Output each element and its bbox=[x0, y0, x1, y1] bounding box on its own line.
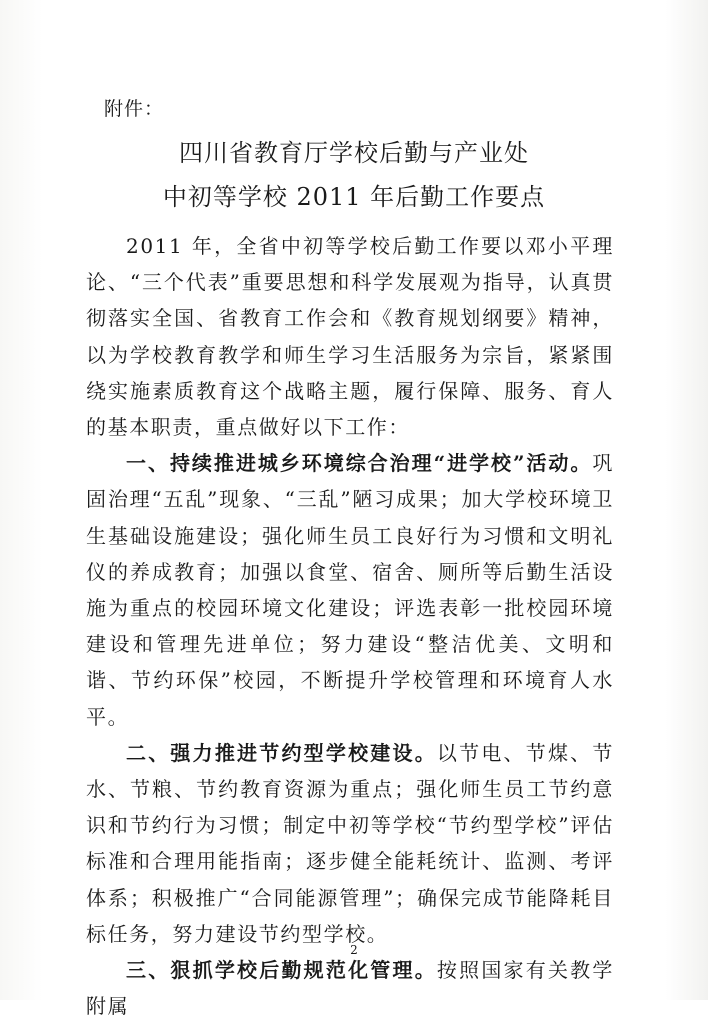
page-number: 2 bbox=[350, 943, 358, 957]
section-heading-1: 一、持续推进城乡环境综合治理“进学校”活动。 bbox=[126, 451, 593, 476]
document-title-line1: 四川省教育厅学校后勤与产业处 bbox=[179, 139, 529, 167]
intro-paragraph: 2011 年，全省中初等学校后勤工作要以邓小平理论、“三个代表”重要思想和科学发展观为指导，认真贯彻落实全国、省教育工作会和《教育规划纲要》精神，以为学校教育教学和师生学习生活服务为宗旨，紧紧围绕实施素质教育这个战略主题，履行保障、服务、育人的基本职责，重点做好以下工作： bbox=[86, 234, 614, 440]
section-heading-2: 二、强力推进节约型学校建设。 bbox=[126, 740, 437, 765]
section-text-2: 以节电、节煤、节水、节粮、节约教育资源为重点；强化师生员工节约意识和节约行为习惯；制定中初等学校“节约型学校”评估标准和合理用能指南；逐步健全能耗统计、监测、考评体系；积极推广“合同能源管理”；确保完成节能降耗目标任务，努力建设节约型学校。 bbox=[86, 740, 614, 946]
document-body bbox=[86, 228, 614, 1024]
section-paragraph-2 bbox=[86, 735, 614, 952]
section-text-1: 巩固治理“五乱”现象、“三乱”陋习成果；加大学校环境卫生基础设施建设；强化师生员工良好行为习惯和文明礼仪的养成教育；加强以食堂、宿舍、厕所等后勤生活设施为重点的校园环境文化建设；评选表彰一批校园环境建设和管理先进单位；努力建设“整洁优美、文明和谐、节约环保”校园，不断提升学校管理和环境育人水平。 bbox=[86, 451, 614, 729]
document-title-line2: 中初等学校 2011 年后勤工作要点 bbox=[162, 183, 546, 211]
section-paragraph-3 bbox=[86, 952, 614, 1024]
section-paragraph-1 bbox=[86, 445, 614, 735]
attachment-label: 附件： bbox=[104, 98, 165, 120]
section-heading-3: 三、狠抓学校后勤规范化管理。 bbox=[126, 958, 437, 983]
section-text-3: 按照国家有关教学附属 bbox=[86, 958, 614, 1019]
